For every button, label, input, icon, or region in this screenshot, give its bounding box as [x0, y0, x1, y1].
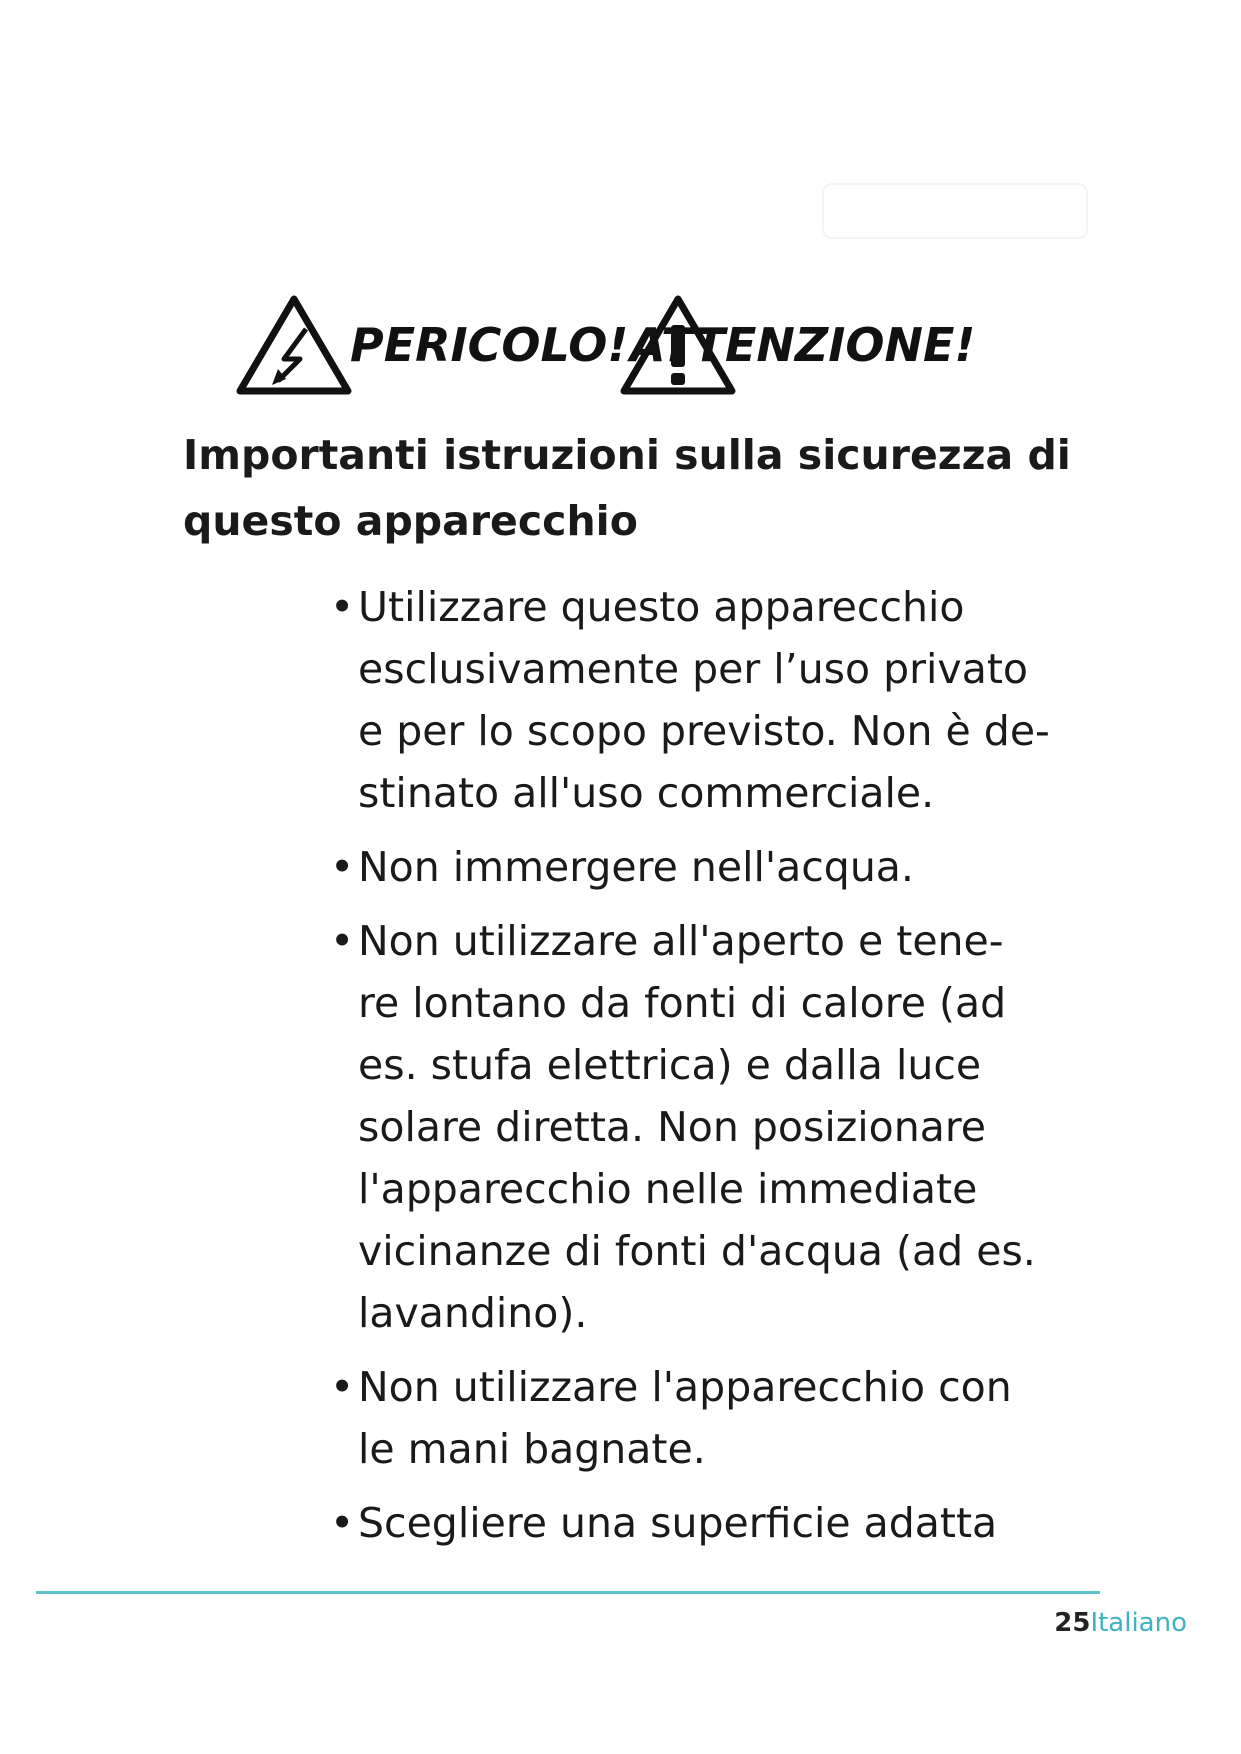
list-item-line: l'apparecchio nelle immediate	[358, 1165, 978, 1213]
list-item-line: vicinanze di fonti d'acqua (ad es.	[358, 1227, 1036, 1275]
list-item-line: le mani bagnate.	[358, 1425, 706, 1473]
bullet-icon: •	[330, 843, 355, 891]
list-item-line: es. stufa elettrica) e dalla luce	[358, 1041, 982, 1089]
safety-instruction-list	[330, 576, 1130, 1566]
danger-label: PERICOLO!	[350, 318, 629, 372]
list-item-line: re lontano da fonti di calore (ad	[358, 979, 1007, 1027]
list-item-line: Scegliere una superficie adatta	[358, 1499, 998, 1547]
list-item-line: Non utilizzare all'aperto e tene-	[358, 917, 1004, 965]
list-item-line: Non immergere nell'acqua.	[358, 843, 914, 891]
list-item	[330, 910, 1130, 1344]
list-item-line: stinato all'uso commerciale.	[358, 769, 935, 817]
list-item-line: lavandino).	[358, 1289, 588, 1337]
bullet-icon: •	[330, 1363, 355, 1411]
list-item	[330, 1356, 1130, 1480]
footer-divider	[36, 1591, 1100, 1594]
warning-banner	[234, 293, 1034, 403]
heading-line-2: questo apparecchio	[183, 497, 638, 545]
list-item-line: Non utilizzare l'apparecchio con	[358, 1363, 1012, 1411]
page-number: 25	[1054, 1608, 1091, 1638]
electric-hazard-icon	[234, 293, 354, 397]
list-item	[330, 1492, 1130, 1554]
list-item	[330, 836, 1130, 898]
bullet-icon: •	[330, 583, 355, 631]
brand-watermark-logo	[822, 183, 1088, 239]
safety-instructions-heading	[183, 422, 1083, 554]
list-item-line: e per lo scopo previsto. Non è de-	[358, 707, 1050, 755]
heading-line-1: Importanti istruzioni sulla sicurezza di	[183, 431, 1071, 479]
bullet-icon: •	[330, 917, 355, 965]
list-item-line: Utilizzare questo apparecchio	[358, 583, 965, 631]
list-item	[330, 576, 1130, 824]
list-item-line: esclusivamente per l’uso privato	[358, 645, 1028, 693]
language-label: Italiano	[1090, 1608, 1187, 1638]
page-footer	[1054, 1606, 1187, 1640]
list-item-line: solare diretta. Non posizionare	[358, 1103, 987, 1151]
attention-label: ATTENZIONE!	[630, 318, 976, 372]
bullet-icon: •	[330, 1499, 355, 1547]
